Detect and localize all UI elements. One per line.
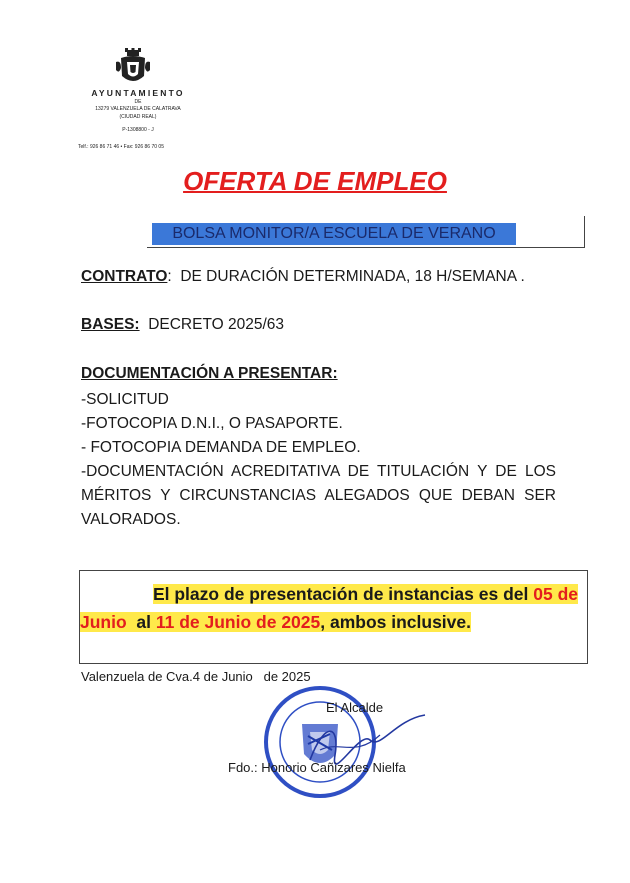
contract-separator: :	[167, 268, 172, 285]
subtitle-banner: BOLSA MONITOR/A ESCUELA DE VERANO	[152, 223, 516, 245]
contract-value: DE DURACIÓN DETERMINADA, 18 H/SEMANA .	[180, 268, 525, 285]
letterhead-address: 13279 VALENZUELA DE CALATRAVA	[95, 106, 181, 112]
coat-of-arms-icon	[113, 48, 153, 88]
signatory-name: Fdo.: Honorio Cañizares Nielfa	[228, 760, 406, 775]
list-item: -DOCUMENTACIÓN ACREDITATIVA DE TITULACIÓN Y DE LOS	[81, 463, 556, 480]
deadline-notice	[80, 580, 580, 636]
page-title: OFERTA DE EMPLEO	[183, 166, 447, 196]
deadline-suffix: , ambos inclusive.	[320, 612, 471, 632]
documentation-list	[81, 388, 556, 532]
deadline-text: El plazo de presentación de instancias es del	[152, 584, 534, 604]
list-item: VALORADOS.	[81, 511, 181, 528]
list-item: - FOTOCOPIA DEMANDA DE EMPLEO.	[81, 439, 361, 456]
letterhead-province: (CIUDAD REAL)	[119, 114, 157, 120]
signatory-title: El Alcalde	[326, 700, 384, 715]
deadline-connector: al	[126, 612, 156, 632]
documentation-heading: DOCUMENTACIÓN A PRESENTAR:	[81, 365, 338, 382]
letterhead-cif: P-1308800 - J	[122, 127, 154, 133]
bases-value: DECRETO 2025/63	[148, 316, 285, 333]
bases-label: BASES:	[81, 316, 140, 333]
list-item: -FOTOCOPIA D.N.I., O PASAPORTE.	[81, 415, 343, 432]
list-item: MÉRITOS Y CIRCUNSTANCIAS ALEGADOS QUE DEBAN SER	[81, 487, 556, 504]
contract-label: CONTRATO	[81, 268, 168, 285]
list-item: -SOLICITUD	[81, 391, 169, 408]
letterhead-name: AYUNTAMIENTO	[91, 88, 185, 98]
contract-line	[81, 268, 525, 286]
deadline-start-date: 05 de	[533, 584, 578, 604]
date-line: Valenzuela de Cva.4 de Junio de 2025	[81, 669, 311, 684]
letterhead-phone: Telf.: 926 86 71 46 • Fax: 926 86 70 05	[78, 144, 164, 150]
deadline-start-month: Junio	[80, 612, 127, 632]
letterhead-de: DE	[134, 99, 142, 105]
bases-line	[81, 316, 284, 334]
deadline-end-date: 11 de Junio de 2025	[155, 612, 321, 632]
